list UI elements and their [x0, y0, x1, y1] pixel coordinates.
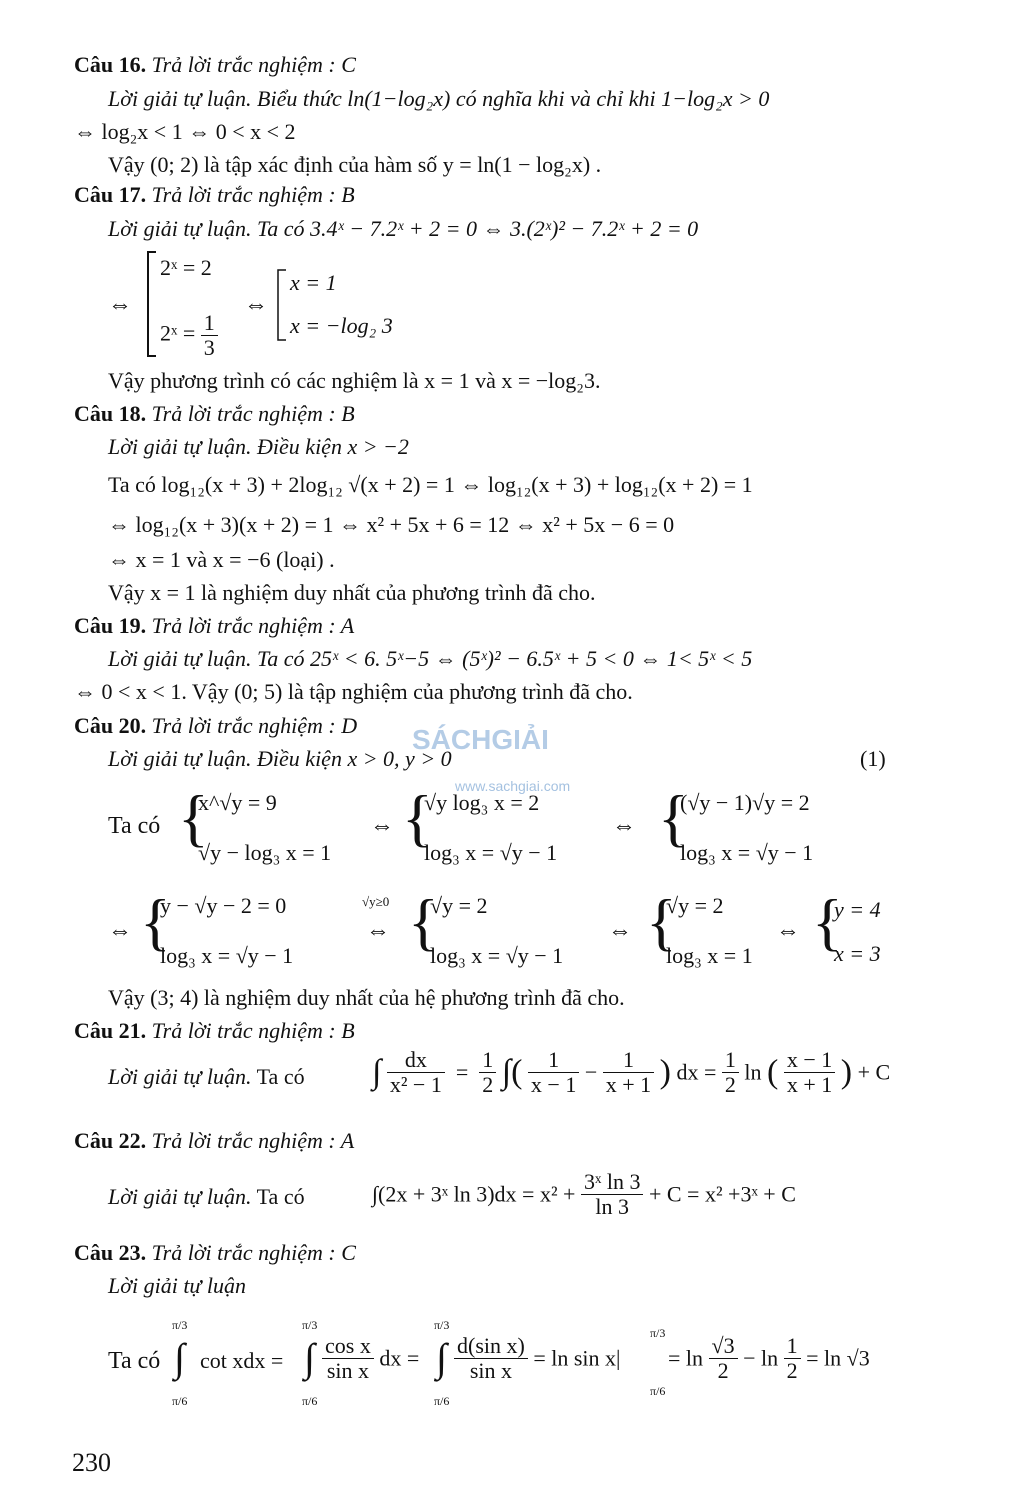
watermark-url: www.sachgiai.com — [455, 778, 571, 794]
q22-tail: + C = x² +3ˣ + C — [648, 1181, 796, 1207]
q21-dx: dx = — [676, 1059, 717, 1085]
q20-s1b: √y − log₃ x = 1 — [198, 840, 332, 865]
q23-frac-2 — [454, 1334, 528, 1383]
q23-upper-3: π/3 — [434, 1318, 450, 1332]
q20-arrow-6: ⇔ — [776, 918, 800, 944]
q21-ln: ln — [744, 1059, 762, 1085]
q22-f-num: 3ˣ ln 3 — [581, 1170, 643, 1195]
q21-lead: Lời giải tự luận. — [108, 1064, 252, 1089]
q20-arrow-5: ⇔ — [608, 918, 632, 944]
q20-s6b: log₃ x = 1 — [666, 943, 753, 968]
q21-a-den: x − 1 — [530, 1072, 577, 1097]
q21-half2-den: 2 — [724, 1072, 736, 1097]
q21-half-num: 1 — [479, 1048, 496, 1073]
q17-number: Câu 17. — [74, 182, 147, 207]
q21-c-den: x + 1 — [786, 1072, 833, 1097]
q23-f2-num: d(sin x) — [454, 1334, 528, 1359]
q17-left-bracket — [146, 250, 158, 360]
q19-line-1: Lời giải tự luận. Ta có 25ˣ < 6. 5ˣ−5 ⇔ (5ˣ)² − 6.5ˣ + 5 < 0 ⇔ 1< 5ˣ < 5 — [108, 646, 753, 671]
q23-eq: = ln sin x| — [533, 1345, 621, 1371]
q22-answer: Trả lời trắc nghiệm : A — [151, 1128, 355, 1153]
q23-r1-den: 2 — [717, 1358, 729, 1383]
q21-heading — [74, 1018, 355, 1044]
q21-b-den: x + 1 — [605, 1072, 652, 1097]
q23-f2-den: sin x — [469, 1358, 512, 1383]
q17-heading — [74, 182, 355, 208]
q23-frac-1-wrap — [322, 1334, 419, 1383]
q18-line-1: Lời giải tự luận. Điều kiện x > −2 — [108, 434, 409, 459]
q23-answer: Trả lời trắc nghiệm : C — [151, 1240, 356, 1265]
q19-answer: Trả lời trắc nghiệm : A — [151, 613, 355, 638]
q23-r2-num: 1 — [784, 1334, 801, 1359]
q23-result — [668, 1334, 870, 1383]
q16-line-3: Vậy (0; 2) là tập xác định của hàm số y = ln(1 − log₂x) . — [108, 152, 602, 177]
q22-ta-co: Ta có — [256, 1184, 305, 1209]
q20-ta-co: Ta có — [108, 813, 161, 839]
q20-brace-2: { — [402, 782, 433, 853]
q23-r2: − ln — [743, 1345, 779, 1371]
q23-upper-2: π/3 — [302, 1318, 318, 1332]
q23-lower-3: π/6 — [434, 1394, 450, 1408]
q21-frac-b — [603, 1048, 654, 1097]
q18-number: Câu 18. — [74, 401, 147, 426]
q22-f-den: ln 3 — [595, 1194, 630, 1219]
q21-c-num: x − 1 — [784, 1048, 835, 1073]
q21-frac-c — [784, 1048, 835, 1097]
q21-integral-sign-2: ∫( — [501, 1053, 523, 1091]
q17-sys-right-b: x = −log₂ 3 — [290, 313, 393, 338]
q23-frac-r1 — [709, 1334, 738, 1383]
q18-answer: Trả lời trắc nghiệm : B — [151, 401, 355, 426]
q16-line-2: ⇔ log₂x < 1 ⇔ 0 < x < 2 — [74, 119, 296, 144]
q20-s5a: √y = 2 — [430, 893, 488, 918]
q19-line-2: ⇔ 0 < x < 1. Vậy (0; 5) là tập nghiệm của phương trình đã cho. — [74, 679, 633, 704]
q17-right-bracket — [276, 268, 288, 344]
q23-r1-num: √3 — [709, 1334, 738, 1359]
q20-arrow-2: ⇔ — [612, 813, 636, 839]
q23-term-1: cot xdx = — [200, 1348, 284, 1373]
q23-integral-2: ∫ — [304, 1335, 315, 1380]
q17-sys-left-b — [160, 311, 218, 360]
q18-line-3: ⇔ log₁₂(x + 3)(x + 2) = 1 ⇔ x² + 5x + 6 = 12 ⇔ x² + 5x − 6 = 0 — [108, 512, 675, 537]
q18-line-5: Vậy x = 1 là nghiệm duy nhất của phương trình đã cho. — [108, 580, 596, 605]
q21-f-den: x² − 1 — [389, 1072, 442, 1097]
page-number: 230 — [72, 1448, 111, 1477]
q17-frac-num: 1 — [201, 311, 218, 336]
q21-frac-a — [528, 1048, 579, 1097]
q20-s3b: log₃ x = √y − 1 — [680, 840, 814, 865]
q20-brace-1: { — [178, 782, 209, 853]
q20-answer: Trả lời trắc nghiệm : D — [151, 713, 358, 738]
q20-s2b: log₃ x = √y − 1 — [424, 840, 558, 865]
q20-brace-3: { — [658, 782, 689, 853]
q20-tag: (1) — [860, 746, 886, 771]
q21-ta-co: Ta có — [256, 1064, 305, 1089]
q21-a-num: 1 — [528, 1048, 579, 1073]
q23-lower-1: π/6 — [172, 1394, 188, 1408]
q20-brace-5: { — [408, 886, 439, 957]
q20-s4b: log₃ x = √y − 1 — [160, 943, 294, 968]
q17-arrow-2: ⇔ — [244, 292, 268, 318]
q20-s7a: y = 4 — [834, 897, 881, 922]
q23-frac-r2 — [784, 1334, 801, 1383]
q20-conclusion: Vậy (3; 4) là nghiệm duy nhất của hệ phương trình đã cho. — [108, 985, 625, 1010]
q17-line-1: Lời giải tự luận. Ta có 3.4ˣ − 7.2ˣ + 2 = 0 ⇔ 3.(2ˣ)² − 7.2ˣ + 2 = 0 — [108, 216, 699, 241]
watermark-brand: SÁCHGIẢI — [412, 724, 549, 755]
q22-heading — [74, 1128, 354, 1154]
q20-s1a: x^√y = 9 — [198, 790, 277, 815]
q22-integrand: ∫(2x + 3ˣ ln 3)dx = x² + — [372, 1181, 576, 1207]
q22-number: Câu 22. — [74, 1128, 147, 1153]
q23-number: Câu 23. — [74, 1240, 147, 1265]
q21-integral-sign: ∫ — [372, 1053, 382, 1091]
q19-number: Câu 19. — [74, 613, 147, 638]
q18-line-2: Ta có log₁₂(x + 3) + 2log₁₂ √(x + 2) = 1 ⇔ log₁₂(x + 3) + log₁₂(x + 2) = 1 — [108, 472, 753, 497]
q17-line-3: Vậy phương trình có các nghiệm là x = 1 và x = −log₂3. — [108, 368, 601, 393]
q19-heading — [74, 613, 354, 639]
q17-frac-den: 3 — [203, 335, 215, 360]
q23-dx: dx = — [379, 1345, 420, 1371]
q20-brace-4: { — [140, 886, 171, 957]
q23-heading — [74, 1240, 356, 1266]
q22-expression — [372, 1170, 796, 1219]
q23-f1-den: sin x — [326, 1358, 369, 1383]
q20-arrow-4: ⇔ — [366, 918, 390, 944]
q23-lower-2: π/6 — [302, 1394, 318, 1408]
q17-answer: Trả lời trắc nghiệm : B — [151, 182, 355, 207]
q21-frac-half-2 — [722, 1048, 739, 1097]
q23-f1-num: cos x — [322, 1334, 374, 1359]
q17-sys-left-b-text: 2ˣ = — [160, 320, 196, 346]
q21-answer: Trả lời trắc nghiệm : B — [151, 1018, 355, 1043]
q17-arrow-1: ⇔ — [108, 292, 132, 318]
q23-r2-den: 2 — [786, 1358, 798, 1383]
q16-heading — [74, 52, 356, 78]
q20-arrow-3: ⇔ — [108, 918, 132, 944]
q20-arrow-1: ⇔ — [370, 813, 394, 839]
q23-ta-co: Ta có — [108, 1348, 161, 1374]
q20-heading — [74, 713, 357, 739]
q20-s5b: log₃ x = √y − 1 — [430, 943, 564, 968]
q20-s3a: (√y − 1)√y = 2 — [680, 790, 810, 815]
q16-line-1: Lời giải tự luận. Biểu thức ln(1−log₂x) có nghĩa khi và chỉ khi 1−log₂x > 0 — [108, 86, 770, 111]
q21-expression: ∫ $\frac{dx}{\text{x² − 1}}$ = $\frac{1}{2}$ ∫( $\frac{1}{x - 1}$ − $\frac{1}{x + 1}$ ) dx = $\frac{1}{2}$ ln ( $\frac{x - 1}{x + 1}$ ) + C — [372, 1047, 891, 1097]
q16-answer: Trả lời trắc nghiệm : C — [151, 52, 356, 77]
q20-number: Câu 20. — [74, 713, 147, 738]
q21-f-num: dx — [387, 1048, 445, 1073]
q17-sys-right-a: x = 1 — [290, 270, 337, 295]
q21-frac-half — [479, 1048, 496, 1097]
q21-half2-num: 1 — [722, 1048, 739, 1073]
q23-eval-low: π/6 — [650, 1384, 666, 1398]
q22-fraction — [581, 1170, 643, 1219]
q22-line — [108, 1184, 305, 1210]
q21-line — [108, 1064, 305, 1090]
q23-frac-2-wrap — [454, 1334, 620, 1383]
q20-s7b: x = 3 — [834, 941, 881, 966]
q21-tail: + C — [857, 1059, 891, 1085]
q18-line-4: ⇔ x = 1 và x = −6 (loại) . — [108, 547, 335, 572]
q20-brace-7: { — [812, 886, 843, 957]
q23-frac-1 — [322, 1334, 374, 1383]
q23-r1: = ln — [668, 1345, 704, 1371]
q23-integral-3: ∫ — [436, 1335, 447, 1380]
q23-r3: = ln √3 — [806, 1345, 870, 1371]
q17-fraction — [201, 311, 218, 360]
q22-lead: Lời giải tự luận. — [108, 1184, 252, 1209]
q21-frac-main — [387, 1048, 445, 1097]
q23-eval-up: π/3 — [650, 1326, 666, 1340]
q20-s6a: √y = 2 — [666, 893, 724, 918]
q23-upper-1: π/3 — [172, 1318, 188, 1332]
q16-number: Câu 16. — [74, 52, 147, 77]
q20-line-1: Lời giải tự luận. Điều kiện x > 0, y > 0 — [108, 746, 452, 771]
q20-brace-6: { — [646, 886, 677, 957]
q21-half-den: 2 — [482, 1072, 494, 1097]
q21-number: Câu 21. — [74, 1018, 147, 1043]
q23-lead: Lời giải tự luận — [108, 1273, 247, 1298]
q21-b-num: 1 — [603, 1048, 654, 1073]
q18-heading — [74, 401, 355, 427]
q20-condition: √y≥0 — [362, 894, 390, 909]
q20-s4a: y − √y − 2 = 0 — [160, 893, 287, 918]
q17-sys-left-a: 2ˣ = 2 — [160, 255, 212, 280]
q20-s2a: √y log₃ x = 2 — [424, 790, 540, 815]
q23-integral-1: ∫ — [174, 1335, 185, 1380]
